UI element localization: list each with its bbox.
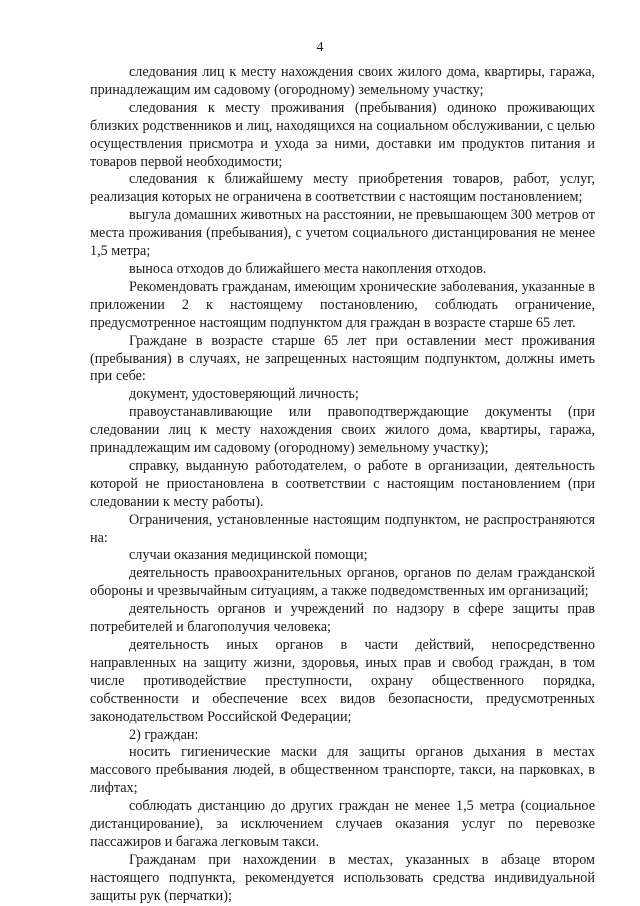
paragraph: выноса отходов до ближайшего места накопления отходов. xyxy=(129,260,487,277)
paragraph: следования к месту проживания (пребывания) одиноко проживающих близких родственников и лиц, находящихся на социальном обслуживании, с целью осуществления присмотра и ухода за ними, доставки им продуктов питания и товаров первой необходимости; xyxy=(90,99,595,170)
page-number: 4 xyxy=(316,40,324,55)
paragraph: Граждане в возрасте старше 65 лет при оставлении мест проживания (пребывания) в случаях, не запрещенных настоящим подпунктом, должны иметь при себе: xyxy=(90,332,595,385)
paragraph: 2) граждан: xyxy=(129,726,199,743)
paragraph: деятельность органов и учреждений по надзору в сфере защиты прав потребителей и благополучия человека; xyxy=(90,601,595,636)
paragraph: правоустанавливающие или правоподтверждающие документы (при следовании лиц к месту нахождения своих жилого дома, квартиры, гаража, принадлежащим им садовому (огородному) земельному участку); xyxy=(90,404,595,457)
paragraph: случаи оказания медицинской помощи; xyxy=(129,547,368,564)
paragraph: выгула домашних животных на расстоянии, не превышающем 300 метров от места проживания (пребывания), с учетом социального дистанцирования не менее 1,5 метра; xyxy=(90,207,595,260)
paragraph: следования лиц к месту нахождения своих жилого дома, квартиры, гаража, принадлежащим им садовому (огородному) земельному участку; xyxy=(90,64,595,98)
document-body xyxy=(90,64,595,906)
paragraph: следования к ближайшему месту приобретения товаров, работ, услуг, реализация которых не ограничена в соответствии с настоящим постановлением; xyxy=(90,171,595,206)
paragraph: носить гигиенические маски для защиты органов дыхания в местах массового пребывания людей, в общественном транспорте, такси, на парковках, в лифтах; xyxy=(90,744,595,797)
paragraph: Гражданам при нахождении в местах, указанных в абзаце втором настоящего подпункта, рекомендуется использовать средства индивидуальной защиты рук (перчатки); xyxy=(90,851,595,904)
paragraph: Рекомендовать гражданам, имеющим хронические заболевания, указанные в приложении 2 к настоящему постановлению, соблюдать ограничение, предусмотренное настоящим подпунктом для граждан в возрасте старше 65 лет. xyxy=(90,278,595,331)
paragraph: деятельность правоохранительных органов, органов по делам гражданской обороны и чрезвычайным ситуациям, а также подведомственных им организаций; xyxy=(90,565,595,600)
paragraph: деятельность иных органов в части действий, непосредственно направленных на защиту жизни, здоровья, иных прав и свобод граждан, в том числе противодействие преступности, охрану общественного порядка, собственности и обеспечение всех видов безопасности, предусмотренных законодательством Российской Федерации; xyxy=(90,637,595,725)
paragraph: Ограничения, установленные настоящим подпунктом, не распространяются на: xyxy=(90,511,595,546)
paragraph: соблюдать дистанцию до других граждан не менее 1,5 метра (социальное дистанцирование), за исключением случаев оказания услуг по перевозке пассажиров и багажа легковым такси. xyxy=(90,798,595,850)
paragraph: документ, удостоверяющий личность; xyxy=(129,386,359,403)
paragraph: справку, выданную работодателем, о работе в организации, деятельность которой не приостановлена в соответствии с настоящим постановлением (при следовании к месту работы). xyxy=(90,457,595,510)
